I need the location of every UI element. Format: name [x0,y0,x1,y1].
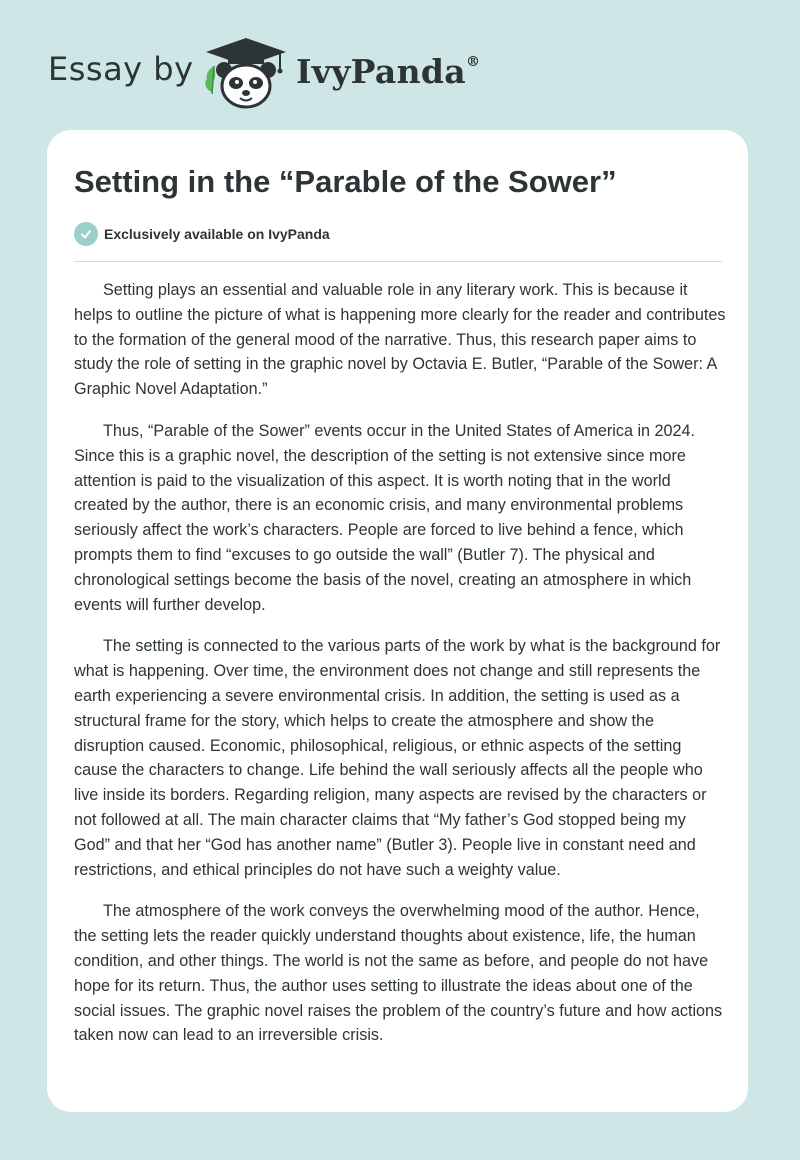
essay-body [74,278,726,1065]
essay-paragraph-4: The atmosphere of the work conveys the overwhelming mood of the author. Hence, the setting lets the reader quickly understand thoughts about existence, life, the human condition, and other things. The world is not the same as before, and people do not have hope for its return. Thus, the author uses setting to illustrate the ideas about one of the social issues. The graphic novel raises the problem of the country’s future and how actions taken now can lead to an irreversible crisis. [74,902,723,1045]
exclusive-badge [74,222,330,246]
exclusive-label: Exclusively available on IvyPanda [104,226,330,242]
essay-paragraph-2: Thus, “Parable of the Sower” events occur in the United States of America in 2024. Since this is a graphic novel, the description of the setting is not extensive since more attention is paid to the visualization of this aspect. It is worth noting that in the world created by the author, there is an economic crisis, and many environmental problems seriously affect the work’s characters. People are forced to live behind a fence, which prompts them to find “excuses to go outside the wall” (Butler 7). The physical and chronological settings become the basis of the novel, creating an atmosphere in which events will further develop. [74,421,696,614]
panda-graduate-icon [200,36,292,110]
essay-card [47,130,748,1112]
title-divider [74,261,722,262]
essay-by-label: Essay by [48,50,194,88]
check-icon [74,222,98,246]
registered-mark: ® [465,54,481,70]
site-header [0,0,800,130]
brand-name: IvyPanda [296,52,466,91]
essay-paragraph-1: Setting plays an essential and valuable role in any literary work. This is because it helps to outline the picture of what is happening more clearly for the reader and contributes to the formation of the general mood of the narrative. Thus, this research paper aims to study the role of setting in the graphic novel by Octavia E. Butler, “Parable of the Sower: A Graphic Novel Adaptation.” [74,281,726,399]
essay-title: Setting in the “Parable of the Sower” [74,164,617,199]
essay-paragraph-3: The setting is connected to the various parts of the work by what is the background for what is happening. Over time, the environment does not change and still represents the earth experiencing a severe environmental crisis. In addition, the setting is used as a structural frame for the story, which helps to create the atmosphere and show the disruption caused. Economic, philosophical, religious, or ethnic aspects of the setting cause the characters to change. Life behind the wall seriously affects all the people who live inside its borders. Regarding religion, many aspects are revised by the characters or not followed at all. The main character claims that “My father’s God stopped being my God” and that her “God has another name” (Butler 3). People live in constant need and restrictions, and ethical principles do not have such a weighty value. [74,637,721,879]
brand-logo-text [296,52,480,91]
